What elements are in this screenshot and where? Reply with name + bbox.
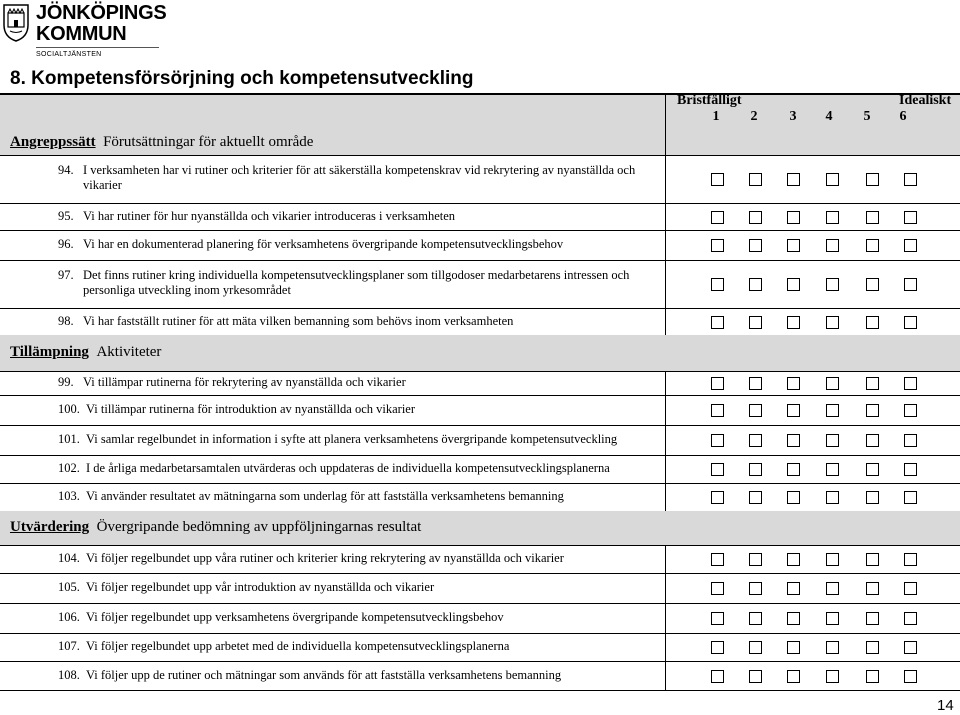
rating-checkbox-6[interactable] xyxy=(904,404,917,417)
rating-checkbox-4[interactable] xyxy=(826,434,839,447)
section-heading-title: Tillämpning xyxy=(10,344,89,360)
section-heading-subtitle: Förutsättningar för aktuellt område xyxy=(103,134,314,150)
question-row xyxy=(0,308,960,336)
question-text: I de årliga medarbetarsamtalen utvärderas och uppdateras de individuella kompetensutvecklingsplanerna xyxy=(86,461,610,475)
rating-checkbox-4[interactable] xyxy=(826,491,839,504)
rating-checkbox-5[interactable] xyxy=(866,404,879,417)
question-number: 94. xyxy=(58,163,74,177)
question-number: 95. xyxy=(58,209,74,223)
rating-checkbox-1[interactable] xyxy=(711,434,724,447)
question-row xyxy=(0,230,960,261)
rating-checkbox-6[interactable] xyxy=(904,434,917,447)
rating-checkbox-4[interactable] xyxy=(826,278,839,291)
scale-number-5: 5 xyxy=(863,109,871,124)
section-heading-title: Utvärdering xyxy=(10,519,90,535)
section-heading-title: Angreppssätt xyxy=(10,134,96,150)
page-number: 14 xyxy=(937,697,954,714)
rating-checkbox-6[interactable] xyxy=(904,553,917,566)
rating-checkbox-2[interactable] xyxy=(749,553,762,566)
rating-checkbox-2[interactable] xyxy=(749,239,762,252)
rating-checkbox-4[interactable] xyxy=(826,211,839,224)
question-text: Vi använder resultatet av mätningarna som underlag för att fastställa verksamhetens bemanning xyxy=(86,489,564,503)
rating-checkbox-1[interactable] xyxy=(711,641,724,654)
rating-checkbox-2[interactable] xyxy=(749,377,762,390)
rating-checkbox-3[interactable] xyxy=(787,641,800,654)
rating-checkbox-1[interactable] xyxy=(711,612,724,625)
question-row xyxy=(0,425,960,456)
rating-checkbox-3[interactable] xyxy=(787,404,800,417)
rating-checkbox-4[interactable] xyxy=(826,582,839,595)
rating-checkbox-5[interactable] xyxy=(866,463,879,476)
question-text: Vi har rutiner för hur nyanställda och vikarier introduceras i verksamheten xyxy=(83,209,456,223)
rating-checkbox-5[interactable] xyxy=(866,491,879,504)
question-number: 98. xyxy=(58,314,74,328)
rating-checkbox-3[interactable] xyxy=(787,278,800,291)
rating-checkbox-1[interactable] xyxy=(711,239,724,252)
coat-of-arms-icon xyxy=(2,3,30,43)
section-heading-label xyxy=(10,344,161,361)
rating-checkbox-3[interactable] xyxy=(787,612,800,625)
rating-checkbox-5[interactable] xyxy=(866,641,879,654)
rating-checkbox-3[interactable] xyxy=(787,491,800,504)
question-number: 107. xyxy=(58,639,80,653)
rating-checkbox-4[interactable] xyxy=(826,404,839,417)
question-number: 108. xyxy=(58,668,80,682)
scale-number-6: 6 xyxy=(899,109,907,124)
rating-checkbox-3[interactable] xyxy=(787,211,800,224)
rating-checkbox-1[interactable] xyxy=(711,316,724,329)
rating-checkbox-6[interactable] xyxy=(904,463,917,476)
bottom-divider xyxy=(0,690,960,691)
question-text: Vi har fastställt rutiner för att mäta vilken bemanning som behövs inom verksamheten xyxy=(83,314,514,328)
rating-checkbox-6[interactable] xyxy=(904,173,917,186)
question-text: Vi samlar regelbundet in information i syfte att planera verksamhetens övergripande kompetensutveckling xyxy=(86,432,618,446)
rating-checkbox-2[interactable] xyxy=(749,434,762,447)
rating-checkbox-4[interactable] xyxy=(826,612,839,625)
question-text: Vi tillämpar rutinerna för introduktion av nyanställda och vikarier xyxy=(86,402,416,416)
rating-checkbox-3[interactable] xyxy=(787,582,800,595)
rating-checkbox-5[interactable] xyxy=(866,670,879,683)
rating-checkbox-2[interactable] xyxy=(749,670,762,683)
rating-checkbox-6[interactable] xyxy=(904,211,917,224)
rating-checkbox-5[interactable] xyxy=(866,612,879,625)
rating-checkbox-3[interactable] xyxy=(787,173,800,186)
rating-checkbox-5[interactable] xyxy=(866,316,879,329)
rating-checkbox-3[interactable] xyxy=(787,377,800,390)
rating-checkbox-5[interactable] xyxy=(866,211,879,224)
rating-checkbox-2[interactable] xyxy=(749,316,762,329)
rating-checkbox-5[interactable] xyxy=(866,278,879,291)
question-row xyxy=(0,455,960,484)
rating-checkbox-6[interactable] xyxy=(904,491,917,504)
question-number: 106. xyxy=(58,610,80,624)
rating-checkbox-2[interactable] xyxy=(749,641,762,654)
rating-checkbox-1[interactable] xyxy=(711,670,724,683)
question-text: Vi följer upp de rutiner och mätningar som används för att fastställa verksamhetens bemanning xyxy=(86,668,562,682)
question-text: Vi följer regelbundet upp arbetet med de individuella kompetensutvecklingsplanerna xyxy=(86,639,510,653)
rating-checkbox-1[interactable] xyxy=(711,553,724,566)
rating-checkbox-3[interactable] xyxy=(787,553,800,566)
rating-checkbox-5[interactable] xyxy=(866,582,879,595)
section-heading-label xyxy=(10,519,421,536)
rating-checkbox-3[interactable] xyxy=(787,316,800,329)
rating-checkbox-2[interactable] xyxy=(749,612,762,625)
question-row xyxy=(0,603,960,634)
rating-checkbox-2[interactable] xyxy=(749,278,762,291)
rating-checkbox-6[interactable] xyxy=(904,582,917,595)
question-number: 105. xyxy=(58,580,80,594)
question-text: I verksamheten har vi rutiner och kriterier för att säkerställa kompetenskrav vid rekrytering av nyanställda och vikarier xyxy=(83,163,636,192)
rating-checkbox-1[interactable] xyxy=(711,491,724,504)
rating-checkbox-6[interactable] xyxy=(904,377,917,390)
rating-checkbox-6[interactable] xyxy=(904,612,917,625)
question-row xyxy=(0,371,960,396)
question-row xyxy=(0,395,960,426)
rating-checkbox-3[interactable] xyxy=(787,434,800,447)
question-row xyxy=(0,633,960,662)
rating-checkbox-4[interactable] xyxy=(826,173,839,186)
rating-checkbox-4[interactable] xyxy=(826,316,839,329)
rating-checkbox-4[interactable] xyxy=(826,641,839,654)
logo-divider xyxy=(36,47,159,48)
rating-checkbox-6[interactable] xyxy=(904,278,917,291)
question-number: 99. xyxy=(58,375,74,389)
question-number: 103. xyxy=(58,489,80,503)
scale-low-label: Bristfälligt xyxy=(677,93,742,108)
question-row xyxy=(0,203,960,231)
scale-number-2: 2 xyxy=(750,109,758,124)
question-row xyxy=(0,155,960,204)
rating-checkbox-3[interactable] xyxy=(787,239,800,252)
question-row xyxy=(0,545,960,574)
question-number: 96. xyxy=(58,237,74,251)
question-row xyxy=(0,483,960,512)
rating-checkbox-1[interactable] xyxy=(711,582,724,595)
rating-checkbox-2[interactable] xyxy=(749,491,762,504)
rating-checkbox-4[interactable] xyxy=(826,377,839,390)
rating-checkbox-2[interactable] xyxy=(749,582,762,595)
logo-wordmark xyxy=(36,3,166,45)
rating-checkbox-6[interactable] xyxy=(904,239,917,252)
section-heading-subtitle: Aktiviteter xyxy=(96,344,162,360)
rating-checkbox-1[interactable] xyxy=(711,463,724,476)
rating-checkbox-5[interactable] xyxy=(866,377,879,390)
rating-checkbox-2[interactable] xyxy=(749,173,762,186)
scale-number-3: 3 xyxy=(789,109,797,124)
rating-checkbox-2[interactable] xyxy=(749,211,762,224)
rating-checkbox-5[interactable] xyxy=(866,173,879,186)
rating-checkbox-1[interactable] xyxy=(711,278,724,291)
rating-checkbox-1[interactable] xyxy=(711,173,724,186)
rating-checkbox-6[interactable] xyxy=(904,670,917,683)
question-number: 100. xyxy=(58,402,80,416)
rating-checkbox-5[interactable] xyxy=(866,239,879,252)
logo-line-1: JÖNKÖPINGS xyxy=(36,2,167,24)
rating-checkbox-3[interactable] xyxy=(787,670,800,683)
question-row xyxy=(0,661,960,691)
question-number: 97. xyxy=(58,268,74,282)
rating-checkbox-1[interactable] xyxy=(711,211,724,224)
question-text: Vi följer regelbundet upp våra rutiner och kriterier kring rekrytering av nyanställda och vikarier xyxy=(86,551,564,565)
logo-line-2: KOMMUN xyxy=(36,23,127,45)
question-row xyxy=(0,260,960,309)
rating-checkbox-5[interactable] xyxy=(866,434,879,447)
rating-checkbox-5[interactable] xyxy=(866,553,879,566)
rating-checkbox-4[interactable] xyxy=(826,670,839,683)
rating-checkbox-2[interactable] xyxy=(749,404,762,417)
question-text: Vi följer regelbundet upp verksamhetens övergripande kompetensutvecklingsbehov xyxy=(86,610,504,624)
question-number: 102. xyxy=(58,461,80,475)
rating-checkbox-4[interactable] xyxy=(826,463,839,476)
question-text: Vi tillämpar rutinerna för rekrytering av nyanställda och vikarier xyxy=(83,375,406,389)
question-number: 104. xyxy=(58,551,80,565)
question-text: Vi har en dokumenterad planering för verksamhetens övergripande kompetensutvecklingsbehov xyxy=(83,237,564,251)
question-text: Vi följer regelbundet upp vår introduktion av nyanställda och vikarier xyxy=(86,580,435,594)
scale-number-1: 1 xyxy=(712,109,720,124)
rating-checkbox-6[interactable] xyxy=(904,641,917,654)
rating-checkbox-4[interactable] xyxy=(826,553,839,566)
rating-checkbox-6[interactable] xyxy=(904,316,917,329)
question-number: 101. xyxy=(58,432,80,446)
section-heading-3 xyxy=(0,511,960,546)
page-title: 8. Kompetensförsörjning och kompetensutveckling xyxy=(10,68,474,89)
rating-checkbox-3[interactable] xyxy=(787,463,800,476)
scale-high-label: Idealiskt xyxy=(899,93,952,108)
section-heading-1 xyxy=(10,134,313,151)
rating-checkbox-2[interactable] xyxy=(749,463,762,476)
rating-checkbox-1[interactable] xyxy=(711,377,724,390)
logo-subtitle: SOCIALTJÄNSTEN xyxy=(36,51,102,58)
question-row xyxy=(0,573,960,604)
section-heading-subtitle: Övergripande bedömning av uppföljningarnas resultat xyxy=(96,519,422,535)
rating-checkbox-1[interactable] xyxy=(711,404,724,417)
rating-checkbox-4[interactable] xyxy=(826,239,839,252)
section-heading-2 xyxy=(0,335,960,372)
scale-number-4: 4 xyxy=(825,109,833,124)
jonkoping-logo xyxy=(2,1,172,61)
question-text: Det finns rutiner kring individuella kompetensutvecklingsplaner som tillgodoser medarbetarens intressen och personliga utveckling inom yrkesområdet xyxy=(83,268,630,297)
